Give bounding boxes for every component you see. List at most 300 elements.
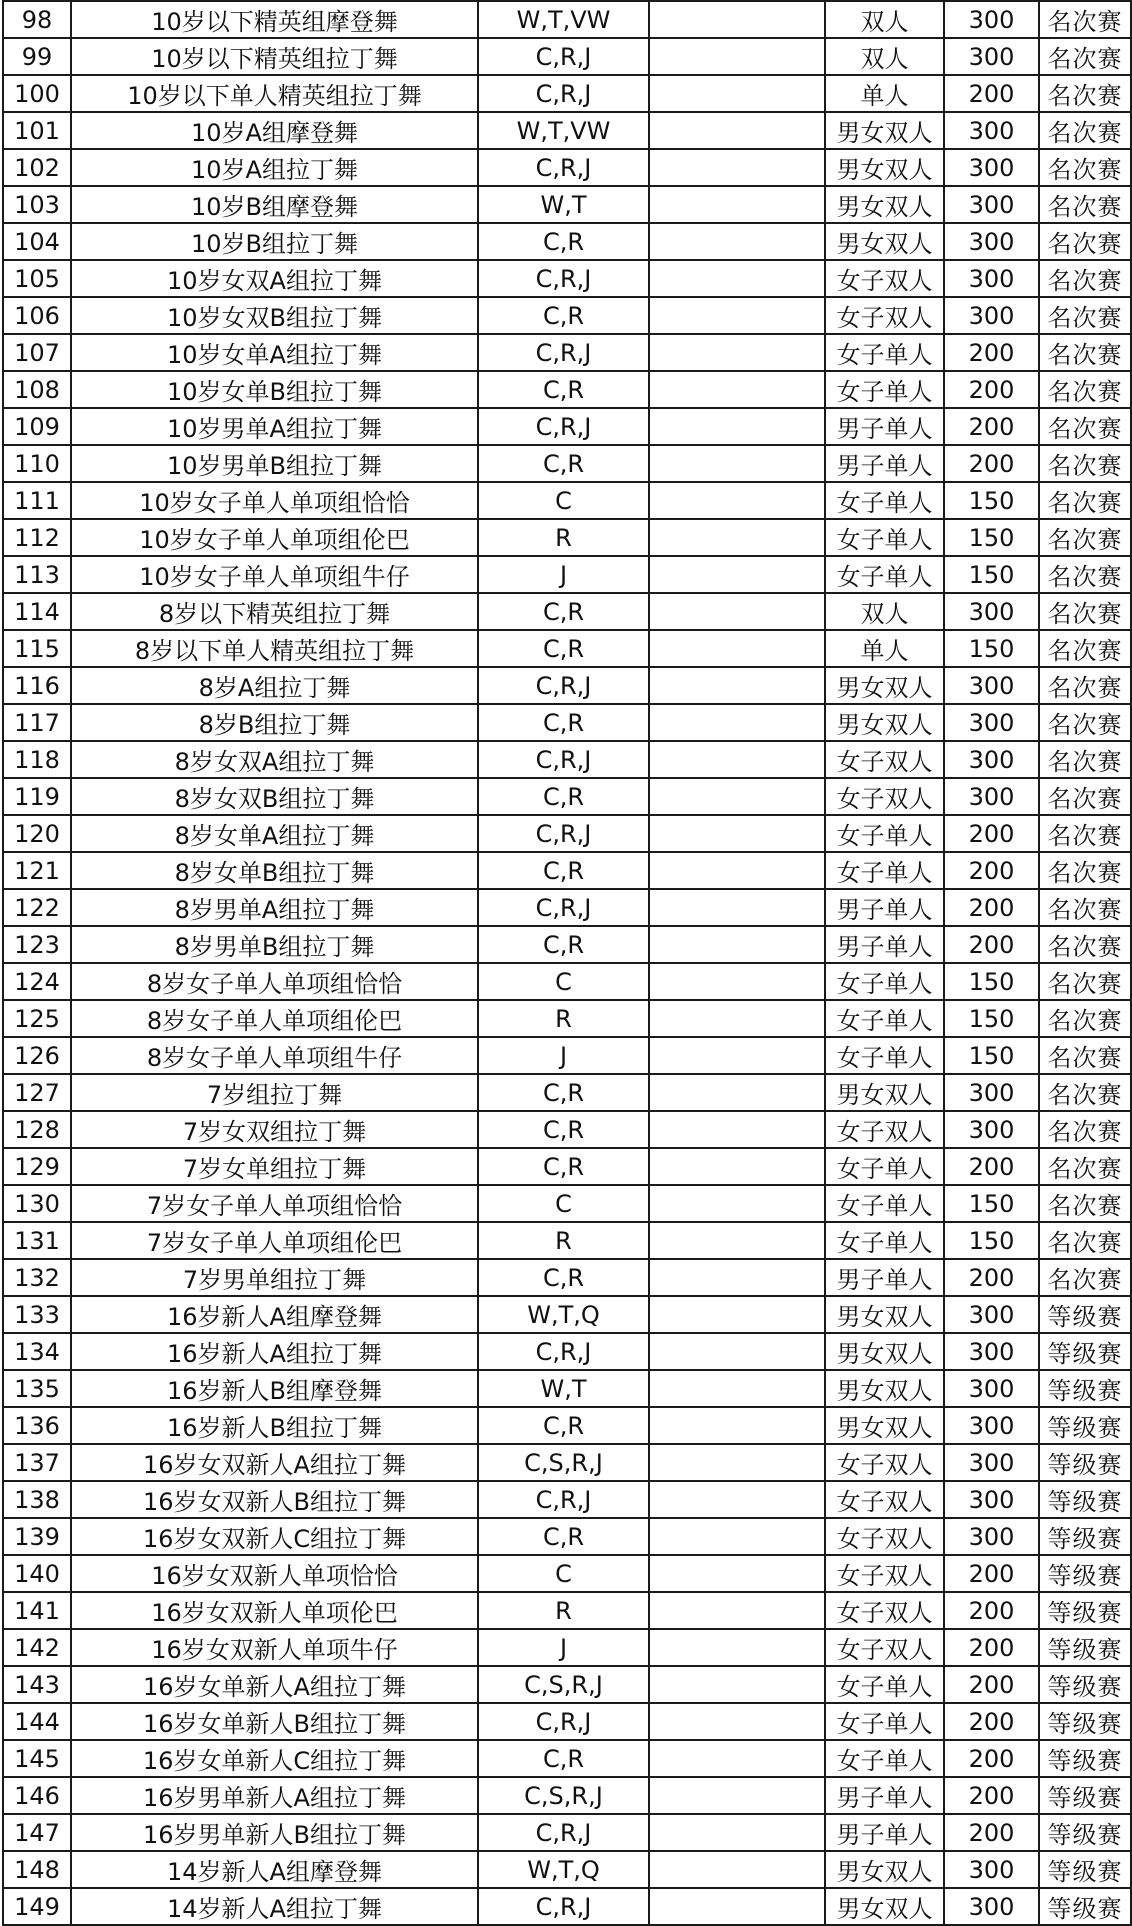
competition-kind-cell: 名次赛 xyxy=(1039,371,1131,408)
participant-type-cell: 女子单人 xyxy=(825,1148,944,1185)
event-number-cell: 119 xyxy=(3,778,71,815)
dances-cell: R xyxy=(478,1592,649,1629)
entry-fee-cell: 150 xyxy=(944,963,1039,1000)
entry-fee-cell: 200 xyxy=(944,852,1039,889)
dances-cell: C,R xyxy=(478,223,649,260)
entry-fee-cell: 200 xyxy=(944,1555,1039,1592)
blank-cell xyxy=(649,1666,825,1703)
event-name-cell: 8岁以下单人精英组拉丁舞 xyxy=(71,630,478,667)
participant-type-cell: 女子双人 xyxy=(825,260,944,297)
competition-kind-cell: 名次赛 xyxy=(1039,556,1131,593)
blank-cell xyxy=(649,1185,825,1222)
blank-cell xyxy=(649,1407,825,1444)
blank-cell xyxy=(649,926,825,963)
event-name-cell: 10岁女单B组拉丁舞 xyxy=(71,371,478,408)
entry-fee-cell: 300 xyxy=(944,1111,1039,1148)
event-number-cell: 137 xyxy=(3,1444,71,1481)
dances-cell: C,R xyxy=(478,1148,649,1185)
event-name-cell: 10岁女子单人单项组恰恰 xyxy=(71,482,478,519)
dances-cell: C,R,J xyxy=(478,667,649,704)
competition-kind-cell: 等级赛 xyxy=(1039,1629,1131,1666)
table-row xyxy=(3,1777,1131,1814)
competition-kind-cell: 名次赛 xyxy=(1039,408,1131,445)
participant-type-cell: 女子单人 xyxy=(825,334,944,371)
table-row xyxy=(3,38,1131,75)
dances-cell: C,R,J xyxy=(478,1814,649,1851)
blank-cell xyxy=(649,1703,825,1740)
blank-cell xyxy=(649,1444,825,1481)
dances-cell: C,R,J xyxy=(478,38,649,75)
dances-cell: C,R,J xyxy=(478,1888,649,1925)
dances-cell: C,R xyxy=(478,371,649,408)
dances-cell: C,R xyxy=(478,1740,649,1777)
blank-cell xyxy=(649,1629,825,1666)
competition-kind-cell: 名次赛 xyxy=(1039,334,1131,371)
entry-fee-cell: 300 xyxy=(944,149,1039,186)
event-number-cell: 115 xyxy=(3,630,71,667)
event-number-cell: 101 xyxy=(3,112,71,149)
dances-cell: C,R,J xyxy=(478,334,649,371)
event-name-cell: 10岁男单A组拉丁舞 xyxy=(71,408,478,445)
entry-fee-cell: 200 xyxy=(944,1814,1039,1851)
event-name-cell: 7岁女子单人单项组伦巴 xyxy=(71,1222,478,1259)
participant-type-cell: 女子单人 xyxy=(825,1666,944,1703)
participant-type-cell: 女子单人 xyxy=(825,556,944,593)
event-name-cell: 16岁女单新人A组拉丁舞 xyxy=(71,1666,478,1703)
event-name-cell: 8岁B组拉丁舞 xyxy=(71,704,478,741)
event-number-cell: 111 xyxy=(3,482,71,519)
participant-type-cell: 男子单人 xyxy=(825,445,944,482)
table-row xyxy=(3,778,1131,815)
competition-kind-cell: 名次赛 xyxy=(1039,1,1131,38)
blank-cell xyxy=(649,1518,825,1555)
table-row xyxy=(3,1074,1131,1111)
event-name-cell: 10岁女双B组拉丁舞 xyxy=(71,297,478,334)
competition-kind-cell: 等级赛 xyxy=(1039,1555,1131,1592)
event-name-cell: 10岁以下精英组摩登舞 xyxy=(71,1,478,38)
participant-type-cell: 女子双人 xyxy=(825,1481,944,1518)
dances-cell: J xyxy=(478,1037,649,1074)
event-name-cell: 8岁女子单人单项组牛仔 xyxy=(71,1037,478,1074)
table-row xyxy=(3,1592,1131,1629)
blank-cell xyxy=(649,1370,825,1407)
participant-type-cell: 女子双人 xyxy=(825,778,944,815)
dances-cell: C,R,J xyxy=(478,75,649,112)
participant-type-cell: 女子单人 xyxy=(825,1703,944,1740)
participant-type-cell: 男女双人 xyxy=(825,223,944,260)
table-row xyxy=(3,519,1131,556)
entry-fee-cell: 150 xyxy=(944,1222,1039,1259)
event-name-cell: 7岁女单组拉丁舞 xyxy=(71,1148,478,1185)
event-number-cell: 126 xyxy=(3,1037,71,1074)
event-number-cell: 109 xyxy=(3,408,71,445)
participant-type-cell: 双人 xyxy=(825,1,944,38)
event-number-cell: 142 xyxy=(3,1629,71,1666)
participant-type-cell: 女子单人 xyxy=(825,1037,944,1074)
event-number-cell: 144 xyxy=(3,1703,71,1740)
competition-kind-cell: 名次赛 xyxy=(1039,297,1131,334)
dances-cell: W,T xyxy=(478,186,649,223)
event-number-cell: 122 xyxy=(3,889,71,926)
event-number-cell: 135 xyxy=(3,1370,71,1407)
dances-cell: C,R xyxy=(478,852,649,889)
dances-cell: R xyxy=(478,519,649,556)
entry-fee-cell: 300 xyxy=(944,704,1039,741)
participant-type-cell: 女子单人 xyxy=(825,963,944,1000)
table-row xyxy=(3,1333,1131,1370)
event-number-cell: 139 xyxy=(3,1518,71,1555)
competition-kind-cell: 等级赛 xyxy=(1039,1777,1131,1814)
competition-kind-cell: 名次赛 xyxy=(1039,667,1131,704)
event-name-cell: 10岁男单B组拉丁舞 xyxy=(71,445,478,482)
blank-cell xyxy=(649,741,825,778)
table-row xyxy=(3,741,1131,778)
entry-fee-cell: 150 xyxy=(944,1037,1039,1074)
blank-cell xyxy=(649,1296,825,1333)
blank-cell xyxy=(649,704,825,741)
dances-cell: C,R xyxy=(478,778,649,815)
table-row xyxy=(3,1000,1131,1037)
blank-cell xyxy=(649,1222,825,1259)
event-name-cell: 10岁女单A组拉丁舞 xyxy=(71,334,478,371)
event-name-cell: 16岁女单新人C组拉丁舞 xyxy=(71,1740,478,1777)
blank-cell xyxy=(649,408,825,445)
participant-type-cell: 男子单人 xyxy=(825,926,944,963)
competition-kind-cell: 名次赛 xyxy=(1039,1222,1131,1259)
table-row xyxy=(3,1407,1131,1444)
event-name-cell: 10岁女子单人单项组伦巴 xyxy=(71,519,478,556)
table-row xyxy=(3,1814,1131,1851)
table-row xyxy=(3,1518,1131,1555)
dances-cell: J xyxy=(478,1629,649,1666)
blank-cell xyxy=(649,519,825,556)
dances-cell: C,R,J xyxy=(478,1333,649,1370)
entry-fee-cell: 300 xyxy=(944,297,1039,334)
competition-kind-cell: 等级赛 xyxy=(1039,1740,1131,1777)
table-row xyxy=(3,704,1131,741)
dances-cell: C,R xyxy=(478,297,649,334)
competition-kind-cell: 等级赛 xyxy=(1039,1518,1131,1555)
competition-kind-cell: 名次赛 xyxy=(1039,1037,1131,1074)
event-number-cell: 113 xyxy=(3,556,71,593)
event-name-cell: 7岁男单组拉丁舞 xyxy=(71,1259,478,1296)
competition-kind-cell: 名次赛 xyxy=(1039,963,1131,1000)
dances-cell: W,T,VW xyxy=(478,1,649,38)
dances-cell: C xyxy=(478,1185,649,1222)
event-name-cell: 16岁女双新人单项伦巴 xyxy=(71,1592,478,1629)
table-row xyxy=(3,1740,1131,1777)
event-name-cell: 16岁新人A组摩登舞 xyxy=(71,1296,478,1333)
competition-kind-cell: 名次赛 xyxy=(1039,1111,1131,1148)
event-number-cell: 105 xyxy=(3,260,71,297)
entry-fee-cell: 200 xyxy=(944,408,1039,445)
entry-fee-cell: 300 xyxy=(944,38,1039,75)
entry-fee-cell: 150 xyxy=(944,1000,1039,1037)
event-number-cell: 128 xyxy=(3,1111,71,1148)
event-number-cell: 120 xyxy=(3,815,71,852)
participant-type-cell: 女子双人 xyxy=(825,1555,944,1592)
event-name-cell: 8岁以下精英组拉丁舞 xyxy=(71,593,478,630)
dances-cell: C,S,R,J xyxy=(478,1444,649,1481)
entry-fee-cell: 300 xyxy=(944,1370,1039,1407)
event-number-cell: 132 xyxy=(3,1259,71,1296)
blank-cell xyxy=(649,260,825,297)
competition-kind-cell: 名次赛 xyxy=(1039,889,1131,926)
event-number-cell: 134 xyxy=(3,1333,71,1370)
blank-cell xyxy=(649,223,825,260)
participant-type-cell: 男女双人 xyxy=(825,1074,944,1111)
blank-cell xyxy=(649,1148,825,1185)
event-number-cell: 118 xyxy=(3,741,71,778)
event-number-cell: 125 xyxy=(3,1000,71,1037)
event-name-cell: 10岁B组摩登舞 xyxy=(71,186,478,223)
entry-fee-cell: 300 xyxy=(944,778,1039,815)
entry-fee-cell: 300 xyxy=(944,1333,1039,1370)
participant-type-cell: 男女双人 xyxy=(825,1888,944,1925)
event-number-cell: 131 xyxy=(3,1222,71,1259)
dances-cell: C,R xyxy=(478,593,649,630)
event-name-cell: 8岁女单A组拉丁舞 xyxy=(71,815,478,852)
event-name-cell: 16岁女双新人C组拉丁舞 xyxy=(71,1518,478,1555)
table-row xyxy=(3,112,1131,149)
entry-fee-cell: 200 xyxy=(944,334,1039,371)
dances-cell: C xyxy=(478,482,649,519)
entry-fee-cell: 300 xyxy=(944,741,1039,778)
dances-cell: W,T,Q xyxy=(478,1851,649,1888)
event-name-cell: 7岁女双组拉丁舞 xyxy=(71,1111,478,1148)
blank-cell xyxy=(649,482,825,519)
competition-kind-cell: 名次赛 xyxy=(1039,741,1131,778)
blank-cell xyxy=(649,371,825,408)
competition-kind-cell: 名次赛 xyxy=(1039,1074,1131,1111)
event-number-cell: 98 xyxy=(3,1,71,38)
blank-cell xyxy=(649,556,825,593)
event-number-cell: 136 xyxy=(3,1407,71,1444)
blank-cell xyxy=(649,667,825,704)
event-name-cell: 14岁新人A组摩登舞 xyxy=(71,1851,478,1888)
participant-type-cell: 双人 xyxy=(825,593,944,630)
participant-type-cell: 女子单人 xyxy=(825,519,944,556)
table-row xyxy=(3,963,1131,1000)
participant-type-cell: 女子单人 xyxy=(825,482,944,519)
event-name-cell: 8岁男单B组拉丁舞 xyxy=(71,926,478,963)
event-name-cell: 8岁女双B组拉丁舞 xyxy=(71,778,478,815)
blank-cell xyxy=(649,1111,825,1148)
event-number-cell: 141 xyxy=(3,1592,71,1629)
event-name-cell: 16岁男单新人B组拉丁舞 xyxy=(71,1814,478,1851)
dances-cell: C,R xyxy=(478,630,649,667)
dances-cell: C,R xyxy=(478,1074,649,1111)
event-number-cell: 117 xyxy=(3,704,71,741)
participant-type-cell: 女子双人 xyxy=(825,1111,944,1148)
participant-type-cell: 男女双人 xyxy=(825,1333,944,1370)
competition-kind-cell: 等级赛 xyxy=(1039,1296,1131,1333)
participant-type-cell: 男女双人 xyxy=(825,112,944,149)
blank-cell xyxy=(649,1555,825,1592)
event-number-cell: 143 xyxy=(3,1666,71,1703)
competition-kind-cell: 名次赛 xyxy=(1039,38,1131,75)
dances-cell: C xyxy=(478,1555,649,1592)
participant-type-cell: 男子单人 xyxy=(825,1777,944,1814)
dances-cell: R xyxy=(478,1000,649,1037)
entry-fee-cell: 300 xyxy=(944,1296,1039,1333)
blank-cell xyxy=(649,75,825,112)
dances-cell: R xyxy=(478,1222,649,1259)
entry-fee-cell: 200 xyxy=(944,1740,1039,1777)
participant-type-cell: 女子单人 xyxy=(825,371,944,408)
event-number-cell: 112 xyxy=(3,519,71,556)
entry-fee-cell: 300 xyxy=(944,112,1039,149)
blank-cell xyxy=(649,1000,825,1037)
entry-fee-cell: 300 xyxy=(944,1481,1039,1518)
blank-cell xyxy=(649,1592,825,1629)
blank-cell xyxy=(649,186,825,223)
blank-cell xyxy=(649,630,825,667)
competition-kind-cell: 名次赛 xyxy=(1039,1148,1131,1185)
entry-fee-cell: 200 xyxy=(944,445,1039,482)
entry-fee-cell: 200 xyxy=(944,1259,1039,1296)
dances-cell: C,R,J xyxy=(478,741,649,778)
blank-cell xyxy=(649,852,825,889)
participant-type-cell: 男女双人 xyxy=(825,1407,944,1444)
blank-cell xyxy=(649,1037,825,1074)
dances-cell: C,R xyxy=(478,704,649,741)
event-number-cell: 104 xyxy=(3,223,71,260)
event-number-cell: 147 xyxy=(3,1814,71,1851)
competition-kind-cell: 等级赛 xyxy=(1039,1407,1131,1444)
blank-cell xyxy=(649,1481,825,1518)
participant-type-cell: 女子单人 xyxy=(825,1000,944,1037)
table-row xyxy=(3,1222,1131,1259)
entry-fee-cell: 300 xyxy=(944,260,1039,297)
participant-type-cell: 女子单人 xyxy=(825,1185,944,1222)
blank-cell xyxy=(649,815,825,852)
table-row xyxy=(3,260,1131,297)
entry-fee-cell: 150 xyxy=(944,519,1039,556)
event-name-cell: 16岁新人B组拉丁舞 xyxy=(71,1407,478,1444)
participant-type-cell: 男女双人 xyxy=(825,704,944,741)
dances-cell: C,R xyxy=(478,1259,649,1296)
event-name-cell: 8岁女子单人单项组恰恰 xyxy=(71,963,478,1000)
dances-cell: C,R,J xyxy=(478,1703,649,1740)
competition-kind-cell: 名次赛 xyxy=(1039,926,1131,963)
event-number-cell: 100 xyxy=(3,75,71,112)
blank-cell xyxy=(649,112,825,149)
table-row xyxy=(3,186,1131,223)
table-row xyxy=(3,482,1131,519)
dances-cell: C,R,J xyxy=(478,408,649,445)
table-row xyxy=(3,334,1131,371)
table-row xyxy=(3,1703,1131,1740)
competition-kind-cell: 等级赛 xyxy=(1039,1666,1131,1703)
entry-fee-cell: 300 xyxy=(944,1518,1039,1555)
entry-fee-cell: 200 xyxy=(944,1592,1039,1629)
participant-type-cell: 女子双人 xyxy=(825,1592,944,1629)
participant-type-cell: 单人 xyxy=(825,75,944,112)
participant-type-cell: 双人 xyxy=(825,38,944,75)
entry-fee-cell: 300 xyxy=(944,1407,1039,1444)
entry-fee-cell: 200 xyxy=(944,889,1039,926)
event-name-cell: 10岁A组拉丁舞 xyxy=(71,149,478,186)
entry-fee-cell: 300 xyxy=(944,593,1039,630)
participant-type-cell: 男子单人 xyxy=(825,408,944,445)
event-number-cell: 124 xyxy=(3,963,71,1000)
entry-fee-cell: 200 xyxy=(944,1629,1039,1666)
competition-kind-cell: 名次赛 xyxy=(1039,186,1131,223)
event-name-cell: 8岁男单A组拉丁舞 xyxy=(71,889,478,926)
event-name-cell: 16岁女双新人单项恰恰 xyxy=(71,1555,478,1592)
table-row xyxy=(3,1444,1131,1481)
event-number-cell: 145 xyxy=(3,1740,71,1777)
event-number-cell: 140 xyxy=(3,1555,71,1592)
dances-cell: C,R,J xyxy=(478,260,649,297)
event-number-cell: 138 xyxy=(3,1481,71,1518)
table-row xyxy=(3,223,1131,260)
event-number-cell: 107 xyxy=(3,334,71,371)
table-row xyxy=(3,593,1131,630)
entry-fee-cell: 200 xyxy=(944,371,1039,408)
participant-type-cell: 女子双人 xyxy=(825,1518,944,1555)
table-row xyxy=(3,630,1131,667)
table-row xyxy=(3,926,1131,963)
participant-type-cell: 女子双人 xyxy=(825,1444,944,1481)
table-row xyxy=(3,1111,1131,1148)
participant-type-cell: 男女双人 xyxy=(825,1370,944,1407)
competition-kind-cell: 等级赛 xyxy=(1039,1444,1131,1481)
competition-kind-cell: 名次赛 xyxy=(1039,519,1131,556)
event-number-cell: 103 xyxy=(3,186,71,223)
entry-fee-cell: 300 xyxy=(944,186,1039,223)
blank-cell xyxy=(649,1074,825,1111)
competition-kind-cell: 名次赛 xyxy=(1039,445,1131,482)
dances-cell: C xyxy=(478,963,649,1000)
table-row xyxy=(3,852,1131,889)
competition-kind-cell: 名次赛 xyxy=(1039,149,1131,186)
table-row xyxy=(3,149,1131,186)
event-name-cell: 10岁以下单人精英组拉丁舞 xyxy=(71,75,478,112)
table-row xyxy=(3,1296,1131,1333)
event-name-cell: 7岁组拉丁舞 xyxy=(71,1074,478,1111)
blank-cell xyxy=(649,297,825,334)
competition-kind-cell: 等级赛 xyxy=(1039,1814,1131,1851)
event-number-cell: 99 xyxy=(3,38,71,75)
blank-cell xyxy=(649,1814,825,1851)
dances-cell: C,R xyxy=(478,445,649,482)
participant-type-cell: 男女双人 xyxy=(825,186,944,223)
competition-kind-cell: 名次赛 xyxy=(1039,482,1131,519)
table-row xyxy=(3,1,1131,38)
competition-kind-cell: 名次赛 xyxy=(1039,815,1131,852)
participant-type-cell: 女子双人 xyxy=(825,297,944,334)
competition-kind-cell: 名次赛 xyxy=(1039,778,1131,815)
participant-type-cell: 女子双人 xyxy=(825,741,944,778)
event-name-cell: 7岁女子单人单项组恰恰 xyxy=(71,1185,478,1222)
event-name-cell: 8岁A组拉丁舞 xyxy=(71,667,478,704)
entry-fee-cell: 300 xyxy=(944,1,1039,38)
entry-fee-cell: 300 xyxy=(944,667,1039,704)
competition-kind-cell: 名次赛 xyxy=(1039,75,1131,112)
event-name-cell: 16岁女双新人单项牛仔 xyxy=(71,1629,478,1666)
competition-kind-cell: 名次赛 xyxy=(1039,1000,1131,1037)
table-row xyxy=(3,1370,1131,1407)
participant-type-cell: 男女双人 xyxy=(825,667,944,704)
dances-cell: W,T xyxy=(478,1370,649,1407)
table-row xyxy=(3,1666,1131,1703)
blank-cell xyxy=(649,445,825,482)
entry-fee-cell: 200 xyxy=(944,75,1039,112)
event-number-cell: 146 xyxy=(3,1777,71,1814)
dances-cell: W,T,Q xyxy=(478,1296,649,1333)
